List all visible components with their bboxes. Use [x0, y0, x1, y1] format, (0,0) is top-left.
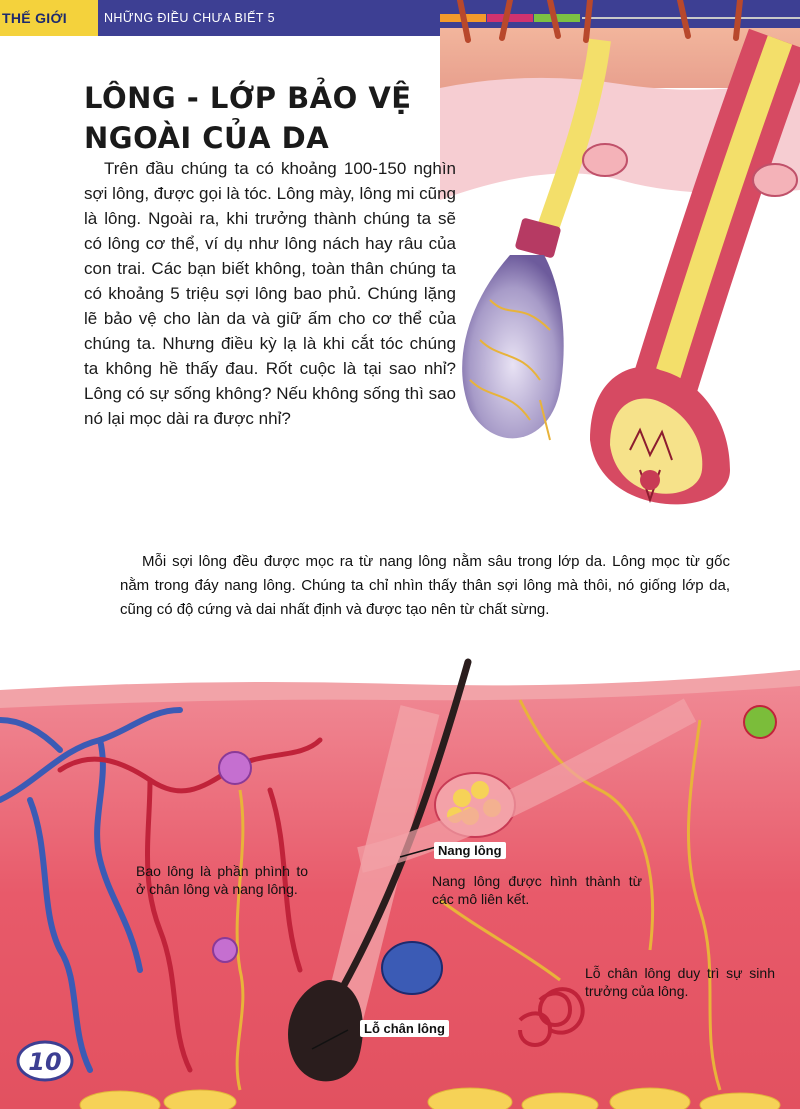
intro-paragraph: Trên đầu chúng ta có khoảng 100-150 nghìn sợi lông, được gọi là tóc. Lông mày, lông mi cũng là lông. Ngoài ra, khi trưởng thành chúng ta sẽ có lông cơ thể, ví dụ như lông nách hay râu của con trai. Các bạn biết không, toàn thân chúng ta có khoảng 5 triệu sợi lông bao phủ. Chúng lặng lẽ bảo vệ cho làn da và giữ ấm cho cơ thể của chúng ta. Nhưng điều kỳ lạ là khi cắt tóc chúng ta không hề thấy đau. Rốt cuộc là tại sao nhỉ? Lông có sự sống không? Nếu không sống thì sao nó lại mọc dài ra được nhỉ? [84, 159, 456, 428]
skin-cross-section-illustration [0, 650, 800, 1109]
nerve-ending-purple [219, 752, 251, 784]
papilla-core [640, 470, 660, 490]
tag-lo-chan-long: Lỗ chân lông [360, 1020, 449, 1037]
heading-line-1: LÔNG - LỚP BẢO VỆ [84, 81, 412, 115]
figure-caption: Mỗi sợi lông đều được mọc ra từ nang lông nằm sâu trong lớp da. Lông mọc từ gốc nằm trong đáy nang lông. Chúng ta chỉ nhìn thấy thân sợi lông mà thôi, nó giống lớp da, cũng có độ cứng và dai nhất định và được tạo nên từ chất sừng. [120, 553, 730, 618]
book-title: NHỮNG ĐIỀU CHƯA BIẾT 5 [104, 11, 275, 25]
hair-bulb-blue [382, 942, 442, 994]
tag-nang-long: Nang lông [434, 842, 506, 859]
page-number-badge [16, 1040, 74, 1082]
page-heading [84, 78, 414, 158]
label-follicle-tissue: Nang lông được hình thành từ các mô liên kết. [432, 873, 642, 907]
sebaceous-gland-left [583, 144, 627, 176]
hair-follicle-illustration [440, 0, 800, 530]
label-hair-follicle-bulb: Bao lông là phần phình to ở chân lông và nang lông. [136, 863, 308, 897]
label-pore-growth: Lỗ chân lông duy trì sự sinh trưởng của lông. [585, 965, 775, 999]
nerve-ending-small [213, 938, 237, 962]
series-title: THẾ GIỚI [2, 10, 67, 26]
sebaceous-gland-right [753, 164, 797, 196]
page-number: 10 [28, 1048, 62, 1076]
heading-line-2: NGOÀI CỦA DA [84, 121, 330, 155]
nerve-ending-green [744, 706, 776, 738]
hair-bulb-purple [462, 255, 564, 438]
